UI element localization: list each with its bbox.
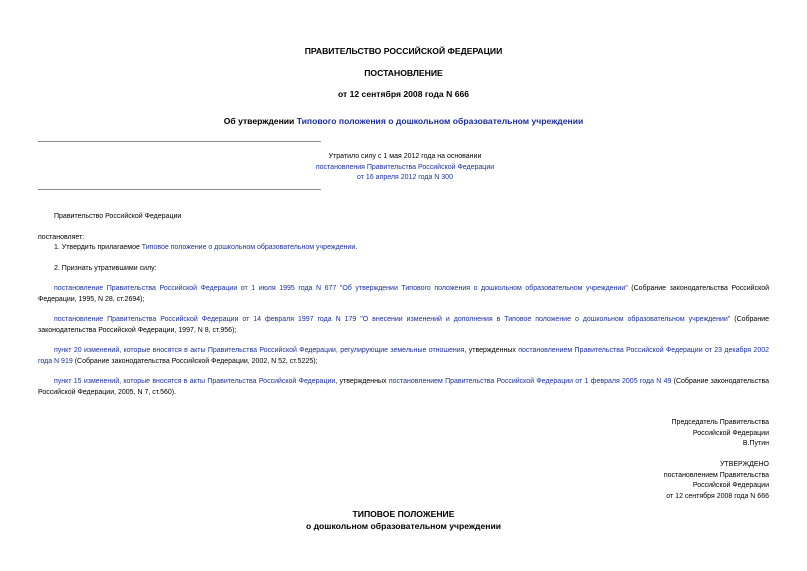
- note-link-date[interactable]: от 16 апреля 2012 года N 300: [357, 174, 453, 182]
- repealed-4-suffix: (Собрание законодательства Российской Федерации, 2005, N 7, ст.560).: [38, 378, 769, 396]
- repealed-4-link-1[interactable]: пункт 15 изменений, которые вносятся в акты Правительства Российской Федерации: [54, 378, 336, 385]
- item-2: 2. Признать утратившими силу:: [54, 265, 157, 272]
- repealed-item-2: [38, 315, 769, 336]
- signature-position: Председатель Правительства: [671, 419, 769, 426]
- signature-name: В.Путин: [742, 440, 769, 448]
- title-prefix: Об утверждении: [223, 116, 297, 126]
- item-1-link[interactable]: Типовое положение о дошкольном образовательном учреждении: [141, 244, 356, 251]
- note-line: Утратило силу с 1 мая 2012 года на основании: [328, 153, 482, 160]
- approval-country: Российской Федерации: [692, 482, 769, 490]
- repealed-2-link[interactable]: постановление Правительства Российской Федерации от 14 февраля 1997 года N 179 "О внесении изменений и дополнения в Типовое положение о дошкольном образовательном учреждении": [54, 316, 731, 323]
- repealed-item-4: [38, 377, 769, 398]
- repealed-1-suffix: (Собрание законодательства Российской Федерации, 1995, N 28, ст.2694);: [38, 285, 770, 303]
- repealed-4-link-2[interactable]: постановлением Правительства Российской Федерации от 1 февраля 2005 года N 49: [388, 378, 672, 385]
- signature-country: Российской Федерации: [692, 429, 769, 437]
- note-top-rule: [38, 141, 321, 142]
- approval-date: от 12 сентября 2008 года N 666: [666, 492, 769, 500]
- item-1-suffix: .: [355, 244, 358, 251]
- repealed-3-mid: , утвержденных: [464, 347, 519, 354]
- repealed-3-link-2[interactable]: постановлением Правительства Российской Федерации от 23 декабря 2002 года N 919: [38, 347, 769, 365]
- title-link[interactable]: Типового положения о дошкольном образовательном учреждении: [296, 116, 584, 126]
- repealed-1-link[interactable]: постановление Правительства Российской Федерации от 1 июля 1995 года N 677 "Об утверждении Типового положения о дошкольном образовательном учреждении": [54, 285, 628, 292]
- repeal-note: [280, 152, 530, 184]
- repealed-2-suffix: (Собрание законодательства Российской Федерации, 1997, N 8, ст.956);: [38, 316, 769, 334]
- item-1-prefix: 1. Утвердить прилагаемое: [54, 244, 142, 251]
- document-title: [0, 116, 807, 126]
- repealed-3-link-1[interactable]: пункт 20 изменений, которые вносятся в акты Правительства Российской Федерации, регулирующие земельные отношения: [54, 347, 465, 354]
- approval-block: [519, 460, 769, 502]
- intro-text: Правительство Российской Федерации: [54, 213, 182, 220]
- doc-type-heading: ПОСТАНОВЛЕНИЕ: [364, 68, 443, 78]
- decrees-text: постановляет:: [38, 234, 85, 241]
- signature-block: [519, 418, 769, 450]
- date-heading: от 12 сентября 2008 года N 666: [337, 89, 470, 99]
- note-link-decree[interactable]: постановления Правительства Российской Федерации: [315, 163, 495, 171]
- repealed-item-3: [38, 346, 769, 367]
- appendix-title: ТИПОВОЕ ПОЛОЖЕНИЕ: [352, 509, 455, 519]
- appendix-subtitle: о дошкольном образовательном учреждении: [305, 521, 502, 531]
- item-1: [54, 243, 357, 254]
- repealed-4-mid: , утвержденных: [335, 378, 389, 385]
- approval-by: постановлением Правительства: [663, 471, 769, 479]
- government-heading: ПРАВИТЕЛЬСТВО РОССИЙСКОЙ ФЕДЕРАЦИИ: [304, 46, 503, 56]
- repealed-item-1: [38, 284, 769, 305]
- repealed-3-suffix: (Собрание законодательства Российской Федерации, 2002, N 52, ст.5225);: [72, 357, 318, 365]
- note-bottom-rule: [38, 189, 321, 190]
- approval-stamp: УТВЕРЖДЕНО: [719, 461, 769, 468]
